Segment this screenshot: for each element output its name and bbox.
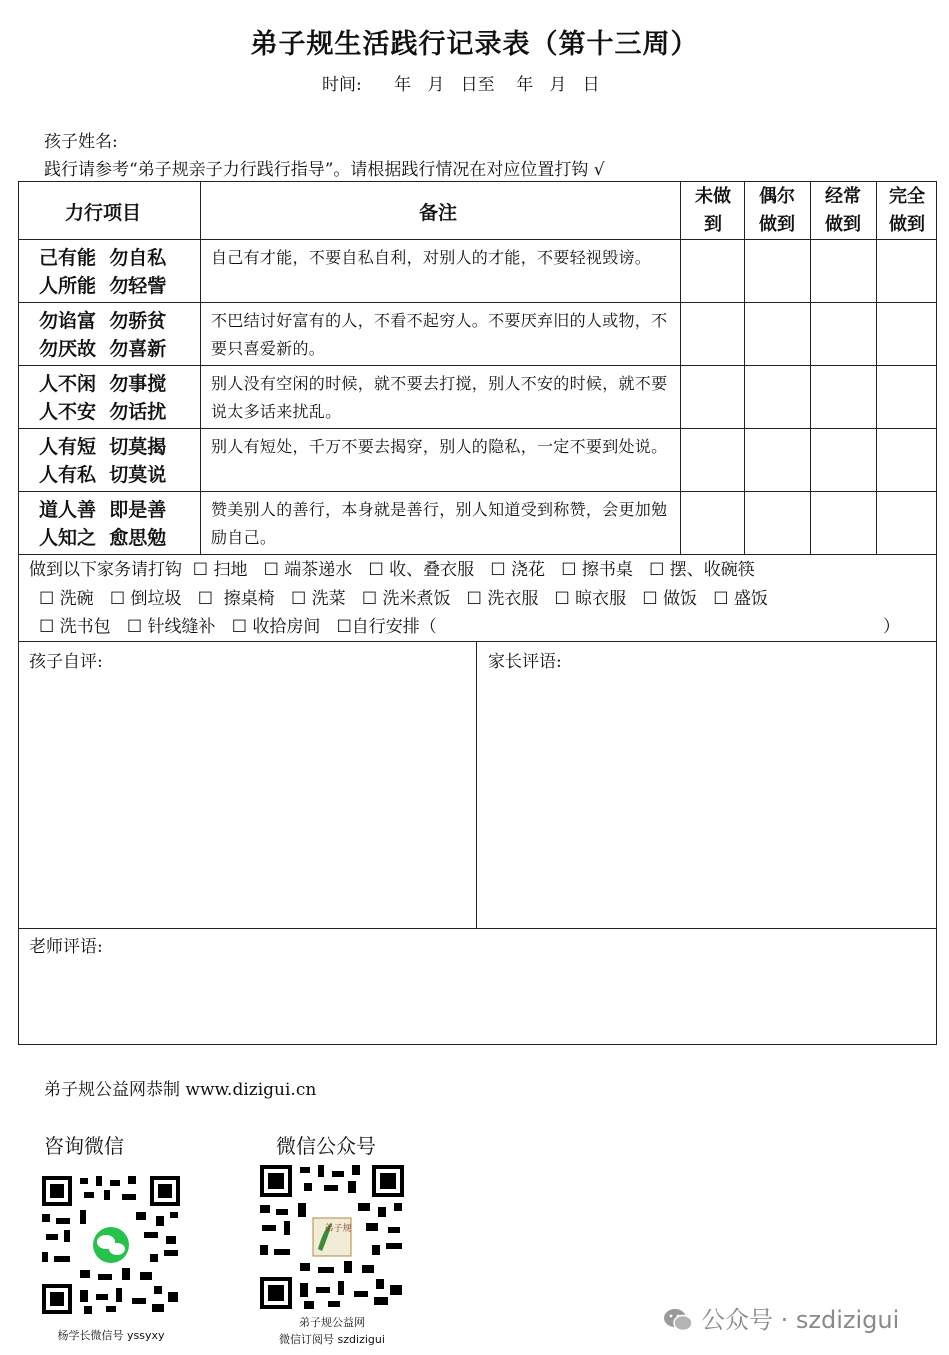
header-note: 备注 xyxy=(419,202,458,224)
watermark xyxy=(663,1300,899,1335)
child-eval-label: 孩子自评: xyxy=(29,652,103,672)
wechat-icon xyxy=(663,1307,693,1333)
watermark-text: 公众号 · szdizigui xyxy=(701,1306,900,1334)
official-qr-caption-2: 微信订阅号 szdizigui xyxy=(279,1333,385,1346)
header-item: 力行项目 xyxy=(65,202,142,224)
consult-wechat-label: 咨询微信 xyxy=(44,1134,124,1158)
teacher-eval-label: 老师评语: xyxy=(29,937,103,957)
consult-qr-caption: 杨学长微信号 yssyxy xyxy=(57,1329,165,1342)
row-1-note: 自己有才能，不要自私自利，对别人的才能，不要轻视毁谤。 xyxy=(211,248,652,267)
row-3-note: 别人没有空闲的时候，就不要去打搅，别人不安的时候，就不要说太多话来扰乱。 xyxy=(211,374,668,421)
official-qr-code-icon xyxy=(258,1163,406,1311)
row-4-item: 人有短 切莫揭 人有私 切莫说 xyxy=(39,436,167,486)
row-1-item: 己有能 勿自私 人所能 勿轻訾 xyxy=(39,247,167,297)
row-3-item: 人不闲 勿事搅 人不安 勿话扰 xyxy=(39,373,167,423)
chores-line-2[interactable]: ☐ 洗碗 ☐ 倒垃圾 ☐ 擦桌椅 ☐ 洗菜 ☐ 洗米煮饭 ☐ 洗衣服 ☐ 晾衣服 ☐ 做饭 ☐ 盛饭 xyxy=(39,589,768,609)
time-line: 时间: 年 月 日至 年 月 日 xyxy=(322,75,600,95)
page-title: 弟子规生活践行记录表（第十三周） xyxy=(250,29,699,60)
child-name-label: 孩子姓名: xyxy=(44,132,118,152)
chores-line-1[interactable]: 做到以下家务请打钩 ☐ 扫地 ☐ 端茶递水 ☐ 收、叠衣服 ☐ 浇花 ☐ 擦书桌 ☐ 摆、收碗筷 xyxy=(29,560,755,580)
row-5-item: 道人善 即是善 人知之 愈思勉 xyxy=(39,499,167,549)
chores-line-3[interactable]: ☐ 洗书包 ☐ 针线缝补 ☐ 收拾房间 ☐自行安排（ xyxy=(39,617,437,637)
record-table xyxy=(18,181,937,1045)
header-often: 经常做到 xyxy=(825,186,861,235)
header-always: 完全做到 xyxy=(889,186,925,235)
instruction-text: 践行请参考“弟子规亲子力行践行指导”。请根据践行情况在对应位置打钩 √ xyxy=(44,160,605,180)
header-never: 未做到 xyxy=(695,186,731,235)
consult-qr-code-icon xyxy=(40,1174,182,1316)
header-sometimes: 偶尔做到 xyxy=(759,186,795,235)
parent-eval-label: 家长评语: xyxy=(488,652,562,672)
row-2-item: 勿谄富 勿骄贫 勿厌故 勿喜新 xyxy=(39,310,167,360)
row-4-note: 别人有短处，千万不要去揭穿，别人的隐私，一定不要到处说。 xyxy=(211,437,668,456)
row-2-note: 不巴结讨好富有的人，不看不起穷人。不要厌弃旧的人或物，不要只喜爱新的。 xyxy=(211,311,668,358)
chores-line-3-end: ） xyxy=(883,617,900,637)
row-5-note: 赞美别人的善行，本身就是善行，别人知道受到称赞，会更加勉励自己。 xyxy=(211,500,668,547)
official-logo-text: 弟子规 xyxy=(324,1224,352,1234)
official-qr-caption-1: 弟子规公益网 xyxy=(299,1316,365,1329)
official-account-label: 微信公众号 xyxy=(276,1134,376,1158)
footer-credit: 弟子规公益网恭制 www.dizigui.cn xyxy=(44,1080,317,1100)
